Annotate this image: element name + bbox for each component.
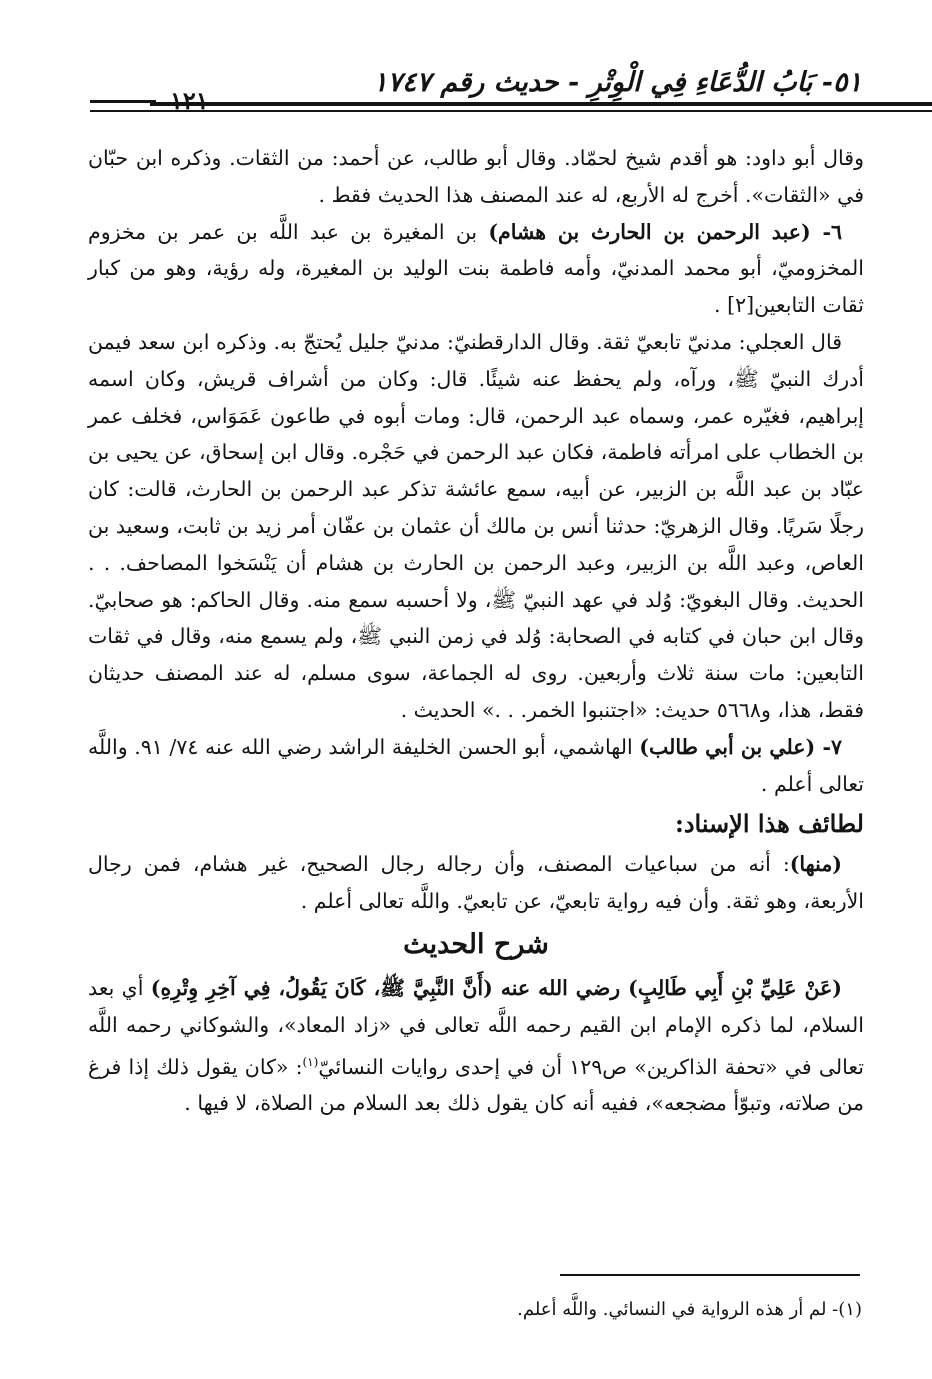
page-number: ١٢١ xyxy=(170,86,209,115)
paragraph: وقال أبو داود: هو أقدم شيخ لحمّاد. وقال أبو طالب، عن أحمد: من الثقات. وذكره ابن حبّان في «الثقات». أخرج له الأربع، له عند المصنف هذا الحديث فقط . xyxy=(88,146,864,207)
narrator-name: ٧- (علي بن أبي طالب) xyxy=(639,734,843,759)
footnote-marker: (١) xyxy=(302,1054,319,1069)
hadith-text: (عَنْ عَلِيِّ بْنِ أَبِي طَالِبٍ) رضي الله عنه (أَنَّ النَّبِيَّ ﷺ، كَانَ يَقُولُ، فِي آخِرِ وِتْرِهِ) xyxy=(150,975,842,1000)
paragraph-text: أي بعد السلام، لما ذكره الإمام ابن القيم رحمه اللَّه تعالى في «زاد المعاد»، والشوكاني رحمه اللَّه تعالى في «تحفة الذاكرين» ص١٢٩ أن في إحدى روايات النسائيّ xyxy=(88,975,864,1079)
narrator-name: ٦- (عبد الرحمن بن الحارث بن هشام) xyxy=(488,219,842,244)
page-number-rule xyxy=(90,110,156,112)
paragraph-text: : «كان يقول ذلك إذا فرغ من صلاته، وتبوّأ مضجعه»، ففيه أنه كان يقول ذلك بعد السلام من الصلاة، لا فيها . xyxy=(88,1054,864,1116)
paragraph-text: : أنه من سباعيات المصنف، وأن رجاله رجال الصحيح، غير هشام، فمن رجال الأربعة، وهو ثقة. وأن فيه رواية تابعيّ، عن تابعيّ. واللَّه تعالى أعلم . xyxy=(88,852,864,914)
header-rule xyxy=(150,110,932,112)
section-heading: لطائف هذا الإسناد: xyxy=(674,809,864,839)
paragraph xyxy=(88,846,864,920)
paragraph: قال العجلي: مدنيّ تابعيّ ثقة. وقال الدارقطنيّ: مدنيّ جليل يُحتجّ به. وذكره ابن سعد فيمن أدرك النبيّ ﷺ، ورآه، ولم يحفظ عنه شيئًا. قال: وكان من أشراف قريش، وكان اسمه إبراهيم، فغيّره عمر، وسماه عبد الرحمن، قال: ومات أبوه في طاعون عَمَوَاس، فخلف عمر بن الخطاب على امرأته فاطمة، فكان عبد الرحمن في حَجْره. وقال ابن إسحاق، عن يحيى بن عبّاد بن عبد اللَّه بن الزبير، عن أبيه، سمع عائشة تذكر عبد الرحمن بن الحارث، قالت: كان رجلًا سَريًا. وقال الزهريّ: حدثنا أنس بن مالك أن عثمان بن عفّان أمر زيد بن ثابت، وسعيد بن العاص، وعبد اللَّه بن الزبير، وعبد الرحمن بن الحارث بن هشام أن يَنْسَخوا المصاحف. . . الحديث. وقال البغويّ: وُلد في عهد النبيّ ﷺ، ولا أحسبه سمع منه. وقال الحاكم: هو صحابيّ. وقال ابن حبان في كتابه في الصحابة: وُلد في زمن النبي ﷺ، ولم يسمع منه، وقال في ثقات التابعين: مات سنة ثلاث وأربعين. روى له الجماعة، سوى مسلم، له عند المصنف حديثان فقط، هذا، و٥٦٦٨ حديث: «اجتنبوا الخمر. . .» الحديث . xyxy=(88,329,864,722)
chapter-title: ٥١- بَابُ الدُّعَاءِ فِي الْوِتْرِ - حديث رقم ١٧٤٧ xyxy=(372,67,862,98)
narrator-entry-7 xyxy=(88,729,864,803)
footnote-rule xyxy=(560,1274,860,1276)
hadith-commentary xyxy=(88,970,864,1122)
paragraph-text: الهاشمي، أبو الحسن الخليفة الراشد رضي الله عنه ٧٤/ ٩١. واللَّه تعالى أعلم . xyxy=(88,734,864,796)
paragraph-text: بن المغيرة بن عبد اللَّه بن عمر بن مخزوم المخزوميّ، أبو محمد المدنيّ، وأمه فاطمة بنت الوليد بن المغيرة، وله رؤية، وهو من كبار ثقات التابعين[٢] . xyxy=(88,219,864,318)
page-number-rule xyxy=(90,100,156,103)
footnote: (١)- لم أر هذه الرواية في النسائي. واللَّه أعلم. xyxy=(517,1299,862,1320)
page-body xyxy=(88,140,864,1122)
section-heading: شرح الحديث xyxy=(403,928,549,960)
header-rule xyxy=(150,102,932,106)
narrator-entry-6 xyxy=(88,214,864,324)
lead-term: (منها) xyxy=(789,852,842,877)
